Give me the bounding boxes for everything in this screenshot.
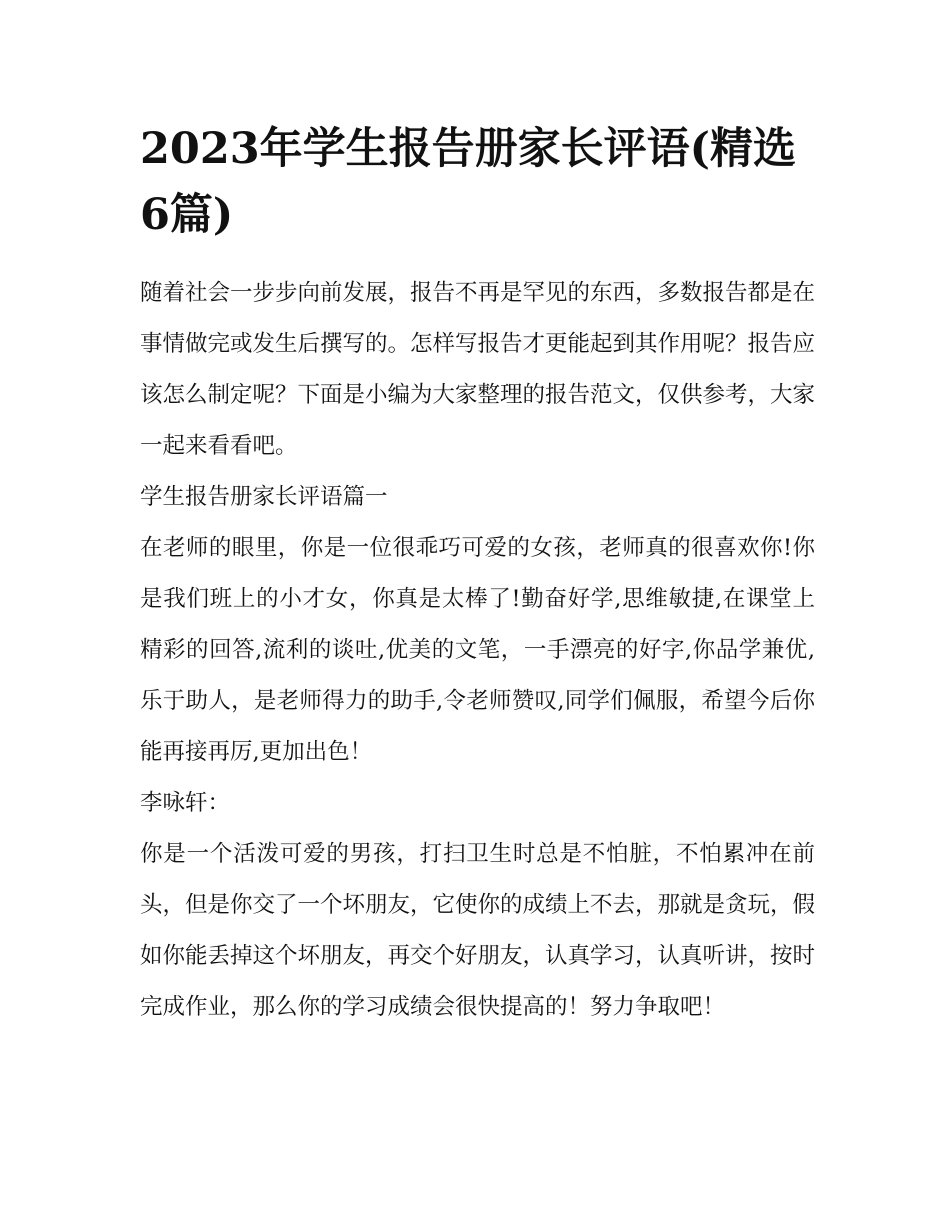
intro-paragraph: 随着社会一步步向前发展，报告不再是罕见的东西，多数报告都是在事情做完或发生后撰写的。怎样写报告才更能起到其作用呢？报告应该怎么制定呢？下面是小编为大家整理的报告范文，仅供参考，大家一起来看看吧。 (140, 280, 816, 459)
document-content (140, 116, 815, 1033)
section-heading: 学生报告册家长评语篇一 (140, 484, 388, 510)
comment-paragraph: 在老师的眼里，你是一位很乖巧可爱的女孩，老师真的很喜欢你!你是我们班上的小才女，你真是太棒了!勤奋好学,思维敏捷,在课堂上精彩的回答,流利的谈吐,优美的文笔，一手漂亮的好字,你品学兼优,乐于助人，是老师得力的助手,令老师赞叹,同学们佩服，希望今后你能再接再厉,更加出色！ (140, 535, 815, 765)
comment-paragraph: 你是一个活泼可爱的男孩，打扫卫生时总是不怕脏，不怕累冲在前头，但是你交了一个坏朋友，它使你的成绩上不去，那就是贪玩，假如你能丢掉这个坏朋友，再交个好朋友，认真学习，认真听讲，按时完成作业，那么你的学习成绩会很快提高的！努力争取吧！ (140, 841, 816, 1020)
student-name: 李咏轩： (140, 790, 231, 816)
document-body (140, 268, 815, 1033)
document-title: 2023年学生报告册家长评语(精选6篇) (140, 124, 797, 240)
